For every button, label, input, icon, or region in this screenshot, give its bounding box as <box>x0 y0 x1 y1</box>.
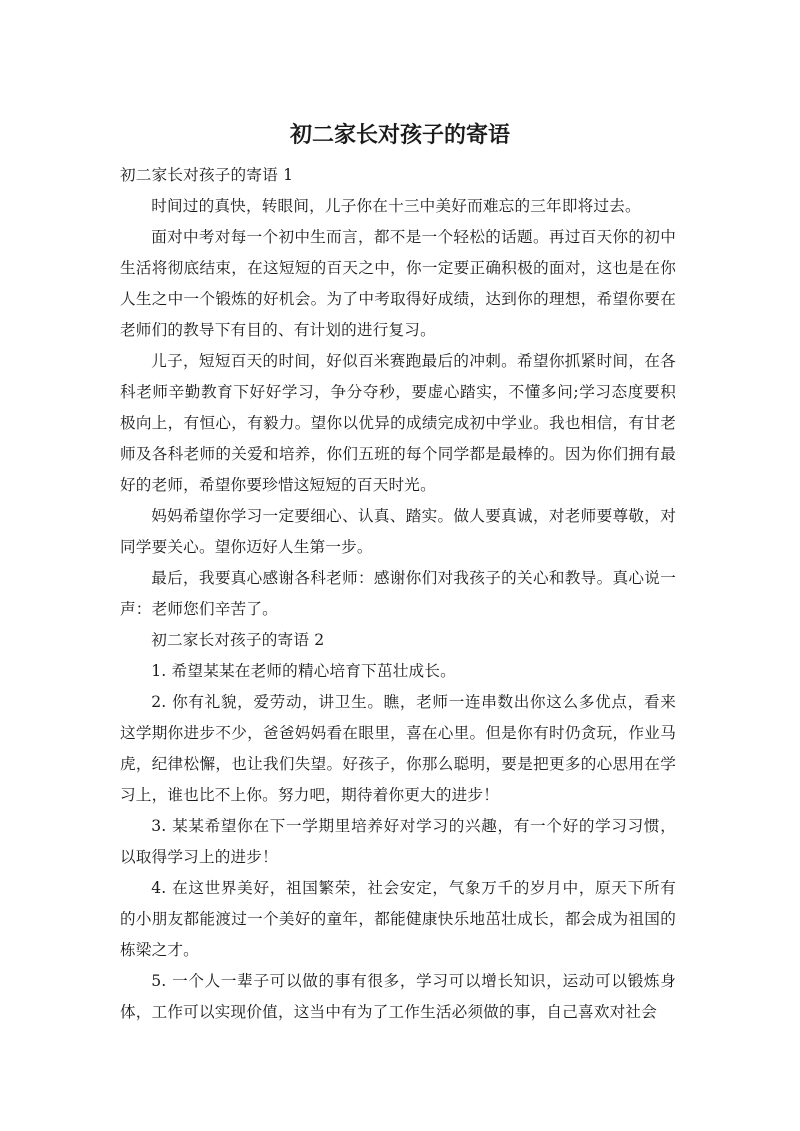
paragraph: 最后，我要真心感谢各科老师：感谢你们对我孩子的关心和教导。真心说一声：老师您们辛苦了。 <box>120 569 676 618</box>
paragraph: 儿子，短短百天的时间，好似百米赛跑最后的冲刺。希望你抓紧时间，在各科老师辛勤教育下好好学习，争分夺秒，要虚心踏实，不懂多问;学习态度要积极向上，有恒心，有毅力。望你以优异的成绩完成初中学业。我也相信，有甘老师及各科老师的关爱和培养，你们五班的每个同学都是最棒的。因为你们拥有最好的老师，希望你要珍惜这短短的百天时光。 <box>120 352 676 494</box>
paragraph: 2. 你有礼貌，爱劳动，讲卫生。瞧，老师一连串数出你这么多优点，看来这学期你进步不少，爸爸妈妈看在眼里，喜在心里。但是你有时仍贪玩，作业马虎，纪律松懈，也让我们失望。好孩子，你那么聪明，要是把更多的心思用在学习上，谁也比不上你。努力吧，期待着你更大的进步！ <box>120 693 676 804</box>
document-body <box>120 160 676 1028</box>
paragraph: 5. 一个人一辈子可以做的事有很多，学习可以增长知识，运动可以锻炼身体，工作可以实现价值，这当中有为了工作生活必须做的事，自己喜欢对社会 <box>120 972 676 1021</box>
paragraph: 面对中考对每一个初中生而言，都不是一个轻松的话题。再过百天你的初中生活将彻底结束，在这短短的百天之中，你一定要正确积极的面对，这也是在你人生之中一个锻炼的好机会。为了中考取得好成绩，达到你的理想，希望你要在老师们的教导下有目的、有计划的进行复习。 <box>120 228 676 339</box>
paragraph: 4. 在这世界美好，祖国繁荣，社会安定，气象万千的岁月中，原天下所有的小朋友都能渡过一个美好的童年，都能健康快乐地茁壮成长，都会成为祖国的栋梁之才。 <box>120 879 676 959</box>
paragraph: 3. 某某希望你在下一学期里培养好对学习的兴趣，有一个好的学习习惯，以取得学习上的进步！ <box>120 817 676 866</box>
paragraph: 1. 希望某某在老师的精心培育下茁壮成长。 <box>151 662 456 680</box>
paragraph: 时间过的真快，转眼间，儿子你在十三中美好而难忘的三年即将过去。 <box>151 197 641 215</box>
paragraph: 妈妈希望你学习一定要细心、认真、踏实。做人要真诚，对老师要尊敬，对同学要关心。望你迈好人生第一步。 <box>120 507 676 556</box>
document-title: 初二家长对孩子的寄语 <box>289 123 510 148</box>
section-heading: 初二家长对孩子的寄语 2 <box>151 631 325 649</box>
section-heading: 初二家长对孩子的寄语 1 <box>120 166 294 184</box>
